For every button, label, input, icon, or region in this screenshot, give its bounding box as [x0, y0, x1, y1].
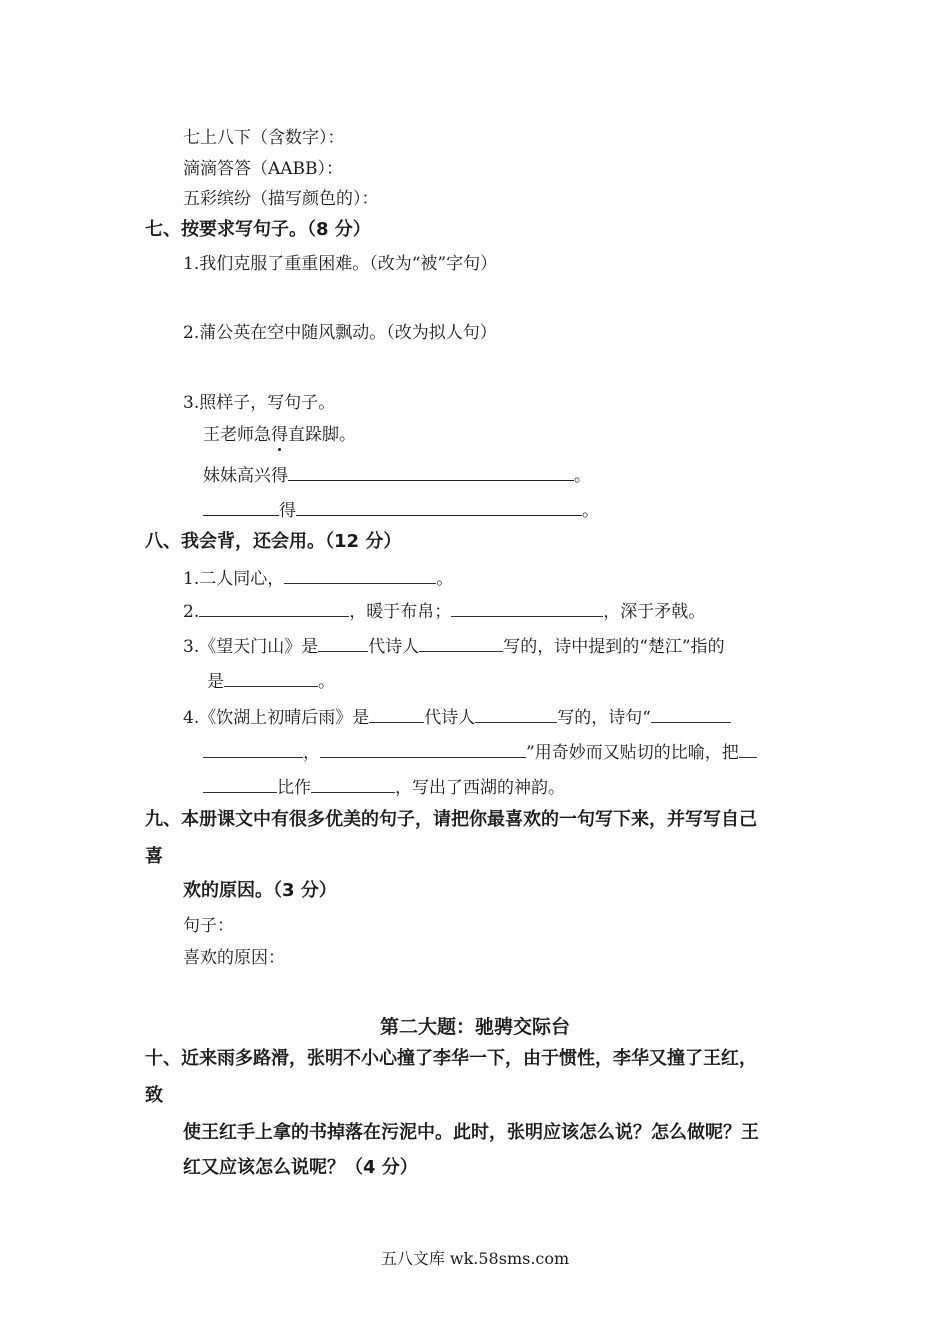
q8-item-2-end: ，深于矛戟。	[603, 602, 706, 622]
q7-example-after: 直跺脚。	[288, 425, 356, 445]
q8-item-2-num: 2.	[183, 602, 200, 622]
q8-item-3-text-b: 代诗人	[368, 637, 420, 657]
q8-item-3-text-c: 写的，诗中提到的“楚江”指的	[503, 637, 725, 657]
q8-item-4-text-a: 4.《饮湖上初晴后雨》是	[183, 708, 370, 728]
answer-blank[interactable]	[199, 598, 349, 617]
q8-item-1-text: 1.二人同心，	[183, 569, 285, 589]
q8-item-3-text-a: 3.《望天门山》是	[183, 637, 319, 657]
q10-line-3: 使王红手上拿的书掉落在污泥中。此时，张明应该怎么说？怎么做呢？王	[183, 1122, 759, 1143]
answer-blank[interactable]	[203, 497, 279, 516]
page-footer: 五八文库 wk.58sms.com	[380, 1249, 570, 1268]
answer-blank[interactable]	[419, 633, 503, 652]
answer-blank[interactable]	[320, 739, 526, 758]
q7-sentence-2: 2.蒲公英在空中随风飘动。（改为拟人句）	[183, 323, 497, 343]
q9-sentence-label: 句子：	[183, 916, 234, 936]
q8-item-4-text-g: ，写出了西湖的神韵。	[395, 778, 565, 798]
q8-item-2-mid: ，暖于布帛；	[349, 602, 452, 622]
answer-blank[interactable]	[451, 598, 603, 617]
q7-practice-line-2	[203, 497, 599, 523]
q8-item-3-text-e: 。	[318, 672, 335, 692]
q9-heading-line-1: 九、本册课文中有很多优美的句子，请把你最喜欢的一句写下来，并写写自己	[145, 809, 757, 830]
q8-item-4-text-b: 代诗人	[424, 708, 476, 728]
part-2-title: 第二大题：驰骋交际台	[379, 1016, 570, 1038]
answer-blank[interactable]	[739, 739, 757, 758]
answer-blank[interactable]	[203, 739, 303, 758]
q6-item-1: 七上八下（含数字）：	[183, 128, 345, 148]
answer-blank[interactable]	[224, 668, 318, 687]
q8-item-4-text-c: 写的，诗句“	[557, 708, 651, 728]
answer-blank[interactable]	[311, 774, 395, 793]
q9-heading-line-3: 欢的原因。（3 分）	[183, 880, 337, 901]
answer-blank[interactable]	[203, 774, 277, 793]
answer-blank[interactable]	[318, 633, 368, 652]
q8-heading: 八、我会背，还会用。（12 分）	[145, 531, 402, 552]
q7-practice-line-1	[203, 462, 591, 488]
answer-blank[interactable]	[369, 704, 424, 723]
q8-item-4-line-2	[203, 739, 757, 765]
q10-line-4: 红又应该怎么说呢？（4 分）	[183, 1157, 418, 1178]
q10-line-1: 十、近来雨多路滑，张明不小心撞了李华一下，由于惯性，李华又撞了王红，	[145, 1048, 757, 1069]
q7-sentence-3: 3.照样子，写句子。	[183, 393, 336, 413]
answer-blank[interactable]	[288, 462, 574, 481]
q6-item-2: 滴滴答答（AABB）：	[183, 159, 344, 179]
answer-blank[interactable]	[296, 497, 582, 516]
q7-heading: 七、按要求写句子。（8 分）	[145, 219, 371, 240]
q7-line2-mid: 得	[279, 501, 296, 521]
q7-sentence-1: 1.我们克服了重重困难。（改为“被”字句）	[183, 254, 498, 274]
q10-line-2: 致	[145, 1085, 163, 1106]
answer-blank[interactable]	[284, 565, 436, 584]
q8-item-4-text-f: 比作	[277, 778, 311, 798]
q8-item-4-text-e: ”用奇妙而又贴切的比喻，把	[526, 743, 739, 763]
q8-item-3-line-1	[183, 633, 725, 659]
q8-item-4-text-d: ，	[303, 743, 320, 763]
q7-line1-prefix: 妹妹高兴得	[203, 466, 288, 486]
q8-item-3-text-d: 是	[207, 672, 224, 692]
answer-blank[interactable]	[475, 704, 557, 723]
q7-example-dotted-char: 得	[271, 425, 288, 445]
q8-item-3-line-2	[207, 668, 335, 694]
answer-blank[interactable]	[651, 704, 731, 723]
q6-item-3: 五彩缤纷（描写颜色的）：	[183, 189, 379, 209]
q7-period: 。	[574, 466, 591, 486]
q7-example	[203, 423, 356, 447]
q8-item-4-line-1	[183, 704, 731, 730]
q7-example-before: 王老师急	[203, 425, 271, 445]
q9-reason-label: 喜欢的原因：	[183, 948, 285, 968]
q9-heading-line-2: 喜	[145, 846, 163, 867]
q8-item-4-line-3	[203, 774, 565, 800]
q7-period: 。	[582, 501, 599, 521]
q8-item-2	[183, 598, 705, 624]
q8-item-1-end: 。	[436, 569, 454, 589]
q8-item-1	[183, 565, 453, 591]
